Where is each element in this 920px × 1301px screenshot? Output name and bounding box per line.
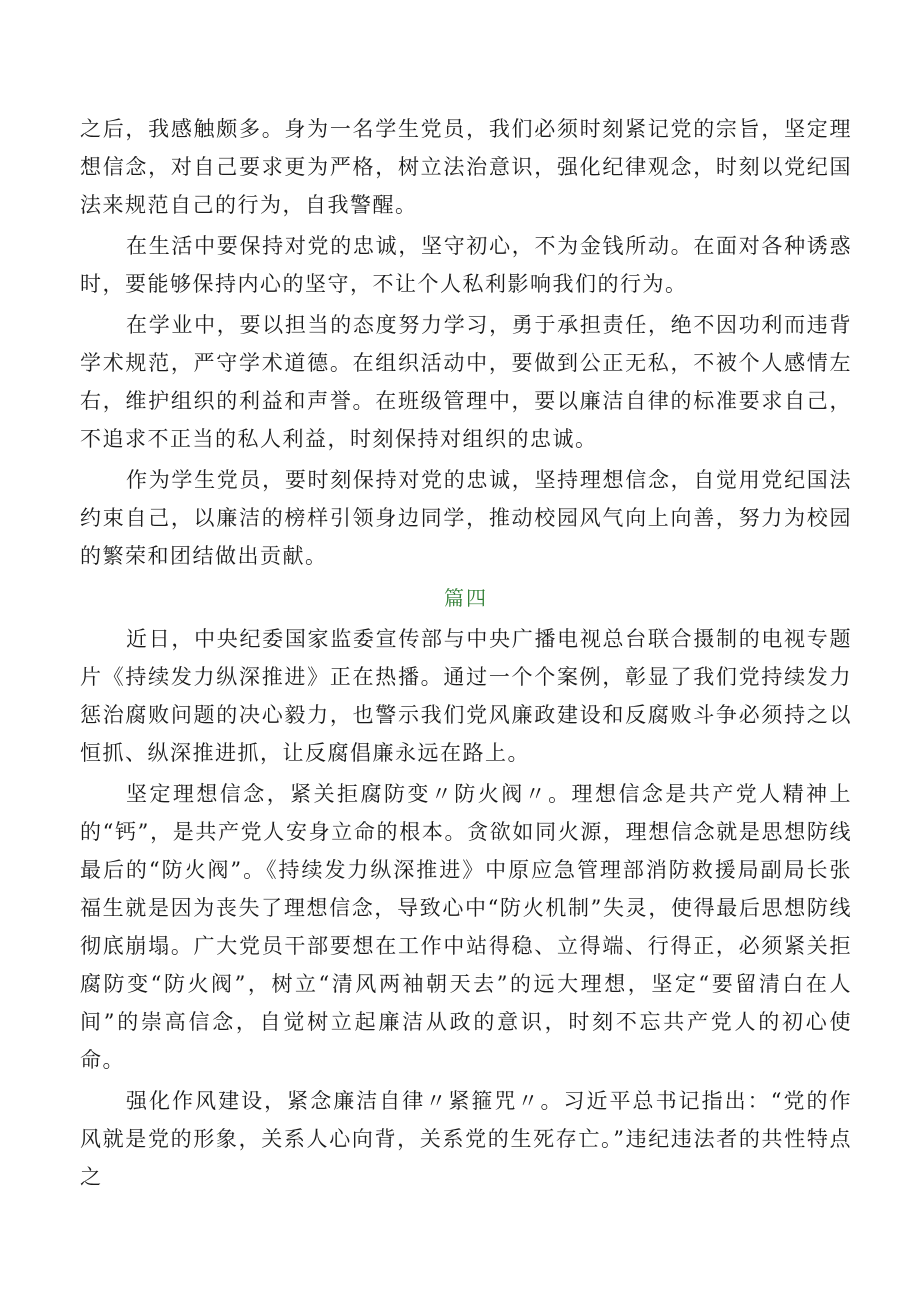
paragraph-5: 近日，中央纪委国家监委宣传部与中央广播电视总台联合摄制的电视专题片《持续发力纵深推进》正在热播。通过一个个案例，彰显了我们党持续发力惩治腐败问题的决心毅力，也警示我们党风廉政建设和反腐败斗争必须持之以恒抓、纵深推进抓，让反腐倡廉永远在路上。	[80, 627, 852, 765]
section-heading: 篇四	[444, 586, 488, 610]
paragraph-6: 坚定理想信念，紧关拒腐防变〃防火阀〃。理想信念是共产党人精神上的“钙”，是共产党人安身立命的根本。贪欲如同火源，理想信念就是思想防线最后的“防火阀”。《持续发力纵深推进》中原应急管理部消防救援局副局长张福生就是因为丧失了理想信念，导致心中“防火机制”失灵，使得最后思想防线彻底崩塌。广大党员干部要想在工作中站得稳、立得端、行得正，必须紧关拒腐防变“防火阀”，树立“清风两袖朝天去”的远大理想，坚定“要留清白在人间”的崇高信念，自觉树立起廉洁从政的意识，时刻不忘共产党人的初心使命。	[80, 782, 852, 1072]
paragraph-3: 在学业中，要以担当的态度努力学习，勇于承担责任，绝不因功利而违背学术规范，严守学术道德。在组织活动中，要做到公正无私，不被个人感情左右，维护组织的利益和声誉。在班级管理中，要以廉洁自律的标准要求自己，不追求不正当的私人利益，时刻保持对组织的忠诚。	[80, 313, 852, 451]
paragraph-2: 在生活中要保持对党的忠诚，坚守初心，不为金钱所动。在面对各种诱惑时，要能够保持内心的坚守，不让个人私利影响我们的行为。	[80, 234, 852, 296]
document-page	[80, 110, 852, 1199]
paragraph-1: 之后，我感触颇多。身为一名学生党员，我们必须时刻紧记党的宗旨，坚定理想信念，对自己要求更为严格，树立法治意识，强化纪律观念，时刻以党纪国法来规范自己的行为，自我警醒。	[80, 117, 852, 217]
paragraph-4: 作为学生党员，要时刻保持对党的忠诚，坚持理想信念，自觉用党纪国法约束自己，以廉洁的榜样引领身边同学，推动校园风气向上向善，努力为校园的繁荣和团结做出贡献。	[80, 468, 852, 568]
paragraph-7: 强化作风建设，紧念廉洁自律〃紧箍咒〃。习近平总书记指出：“党的作风就是党的形象，关系人心向背，关系党的生死存亡。”违纪违法者的共性特点之	[80, 1089, 852, 1189]
